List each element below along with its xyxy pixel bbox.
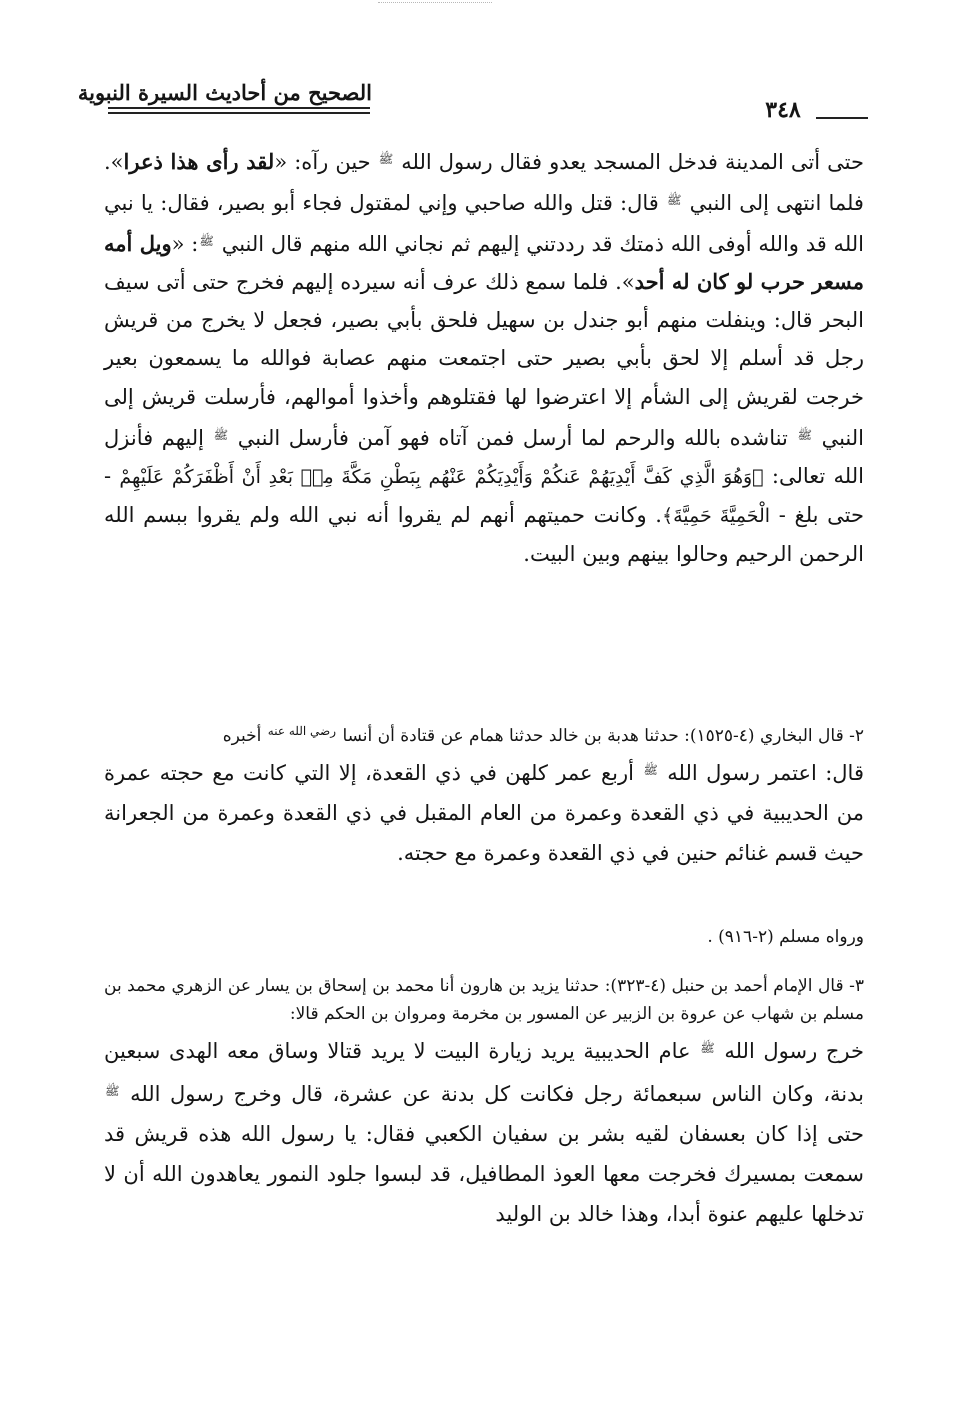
- header-rule-bottom: [108, 112, 370, 114]
- header-rule-top: [108, 107, 370, 109]
- honorific-glyph: رضي الله عنه: [267, 724, 337, 738]
- honorific-glyph: ﷺ: [105, 1084, 120, 1098]
- honorific-glyph: ﷺ: [797, 427, 812, 442]
- running-title: الصحيح من أحاديث السيرة النبوية: [77, 80, 372, 105]
- hadith-2: [104, 717, 864, 873]
- prophet-quote: ويل أمه مسعر حرب لو كان له أحد: [104, 231, 864, 295]
- page-number: ٣٤٨: [765, 97, 801, 123]
- honorific-glyph: ﷺ: [378, 152, 394, 166]
- quran-verse: الْحَمِيَّةَ حَمِيَّةَ﴾: [661, 504, 771, 527]
- muslim-reference: [104, 923, 864, 951]
- isnad: ٢- قال البخاري (٤-١٥٢٥): حدثنا هدبة بن خالد حدثنا همام عن قتادة أن أنسا $^{رضي الله عنه}$ أخبره: [222, 724, 864, 746]
- honorific-glyph: ﷺ: [213, 427, 229, 442]
- honorific-glyph: ﷺ: [700, 1041, 715, 1055]
- honorific-glyph: ﷺ: [199, 234, 214, 249]
- narration-block: [104, 140, 864, 573]
- honorific-glyph: ﷺ: [643, 763, 658, 777]
- matn: خرج رسول الله $^ﷺ$ عام الحديبية يريد زيارة البيت لا يريد قتالا وساق معه الهدى سبعين بدنة، وكان الناس سبعمائة رجل فكانت كل بدنة عن عشرة، قال وخرج رسول الله $^ﷺ$ حتى إذا كان بعسفان لقيه بشر بن سفيان الكعبي فقال: يا رسول الله هذه قريش قد سمعت بمسيرك فخرجت معها العوذ المطافيل، قد لبسوا جلود النمور يعاهدون الله أن لا تدخلها عليهم عنوة أبدا، وهذا خالد بن الوليد: [104, 1039, 864, 1226]
- hadith-3: [104, 972, 864, 1234]
- prophet-quote: لقد رأى هذا ذعرا: [123, 149, 275, 174]
- isnad: ٣- قال الإمام أحمد بن حنبل (٤-٣٢٣): حدثنا يزيد بن هارون أنا محمد بن إسحاق بن يسار عن الزهري محمد بن مسلم بن شهاب عن عروة بن الزبير عن المسور بن مخرمة ومروان بن الحكم قالا:: [104, 976, 864, 1024]
- scan-mark: [378, 2, 492, 3]
- matn: قال: اعتمر رسول الله $^ﷺ$ أربع عمر كلهن في ذي القعدة، إلا التي كانت مع حجته عمرة من الحديبية في ذي القعدة وعمرة من العام المقبل في ذي القعدة وعمرة من الجعرانة حيث قسم غنائم حنين في ذي القعدة وعمرة مع حجته.: [104, 761, 864, 865]
- page-number-rule: [816, 117, 868, 119]
- quran-verse: ﴿وَهُوَ الَّذِي كَفَّ أَيْدِيَهُمْ عَنكُمْ وَأَيْدِيَكُمْ عَنْهُم بِبَطْنِ مَكَّةَ مِنۢ بَعْدِ أَنْ أَظْفَرَكُمْ عَلَيْهِمْ: [119, 465, 764, 488]
- narration-paragraph: حتى أتى المدينة فدخل المسجد يعدو فقال رسول الله $^ﷺ$ حين رآه: «لقد رأى هذا ذعرا». فلما انتهى إلى النبي $^ﷺ$ قال: قتل والله صاحبي وإني لمقتول فجاء أبو بصير، فقال: يا نبي الله قد والله أوفى الله ذمتك قد رددتني إليهم ثم نجاني الله منهم قال النبي $^ﷺ$: «ويل أمه مسعر حرب لو كان له أحد». فلما سمع ذلك عرف أنه سيرده إليهم فخرج حتى أتى سيف البحر قال: وينفلت منهم أبو جندل بن سهيل فلحق بأبي بصير، فجعل لا يخرج من قريش رجل قد أسلم إلا لحق بأبي بصير حتى اجتمعت منهم عصابة فوالله ما يسمعون بعير خرجت لقريش إلى الشأم إلا اعترضوا لها فقتلوهم وأخذوا أموالهم، فأرسلت قريش إلى النبي $^ﷺ$ تناشده بالله والرحم لما أرسل فمن آتاه فهو آمن فأرسل النبي $^ﷺ$ إليهم فأنزل الله تعالى: ﴿وَهُوَ الَّذِي كَفَّ أَيْدِيَهُمْ عَنكُمْ وَأَيْدِيَكُمْ عَنْهُم بِبَطْنِ مَكَّةَ مِنۢ بَعْدِ أَنْ أَظْفَرَكُمْ عَلَيْهِمْ - حتى بلغ - الْحَمِيَّةَ حَمِيَّةَ﴾. وكانت حميتهم أنهم لم يقروا أنه نبي الله ولم يقروا ببسم الله الرحمن الرحيم وحالوا بينهم وبين البيت.: [104, 149, 865, 566]
- reference-note: ورواه مسلم (٢-٩١٦) .: [707, 927, 864, 947]
- honorific-glyph: ﷺ: [666, 193, 682, 208]
